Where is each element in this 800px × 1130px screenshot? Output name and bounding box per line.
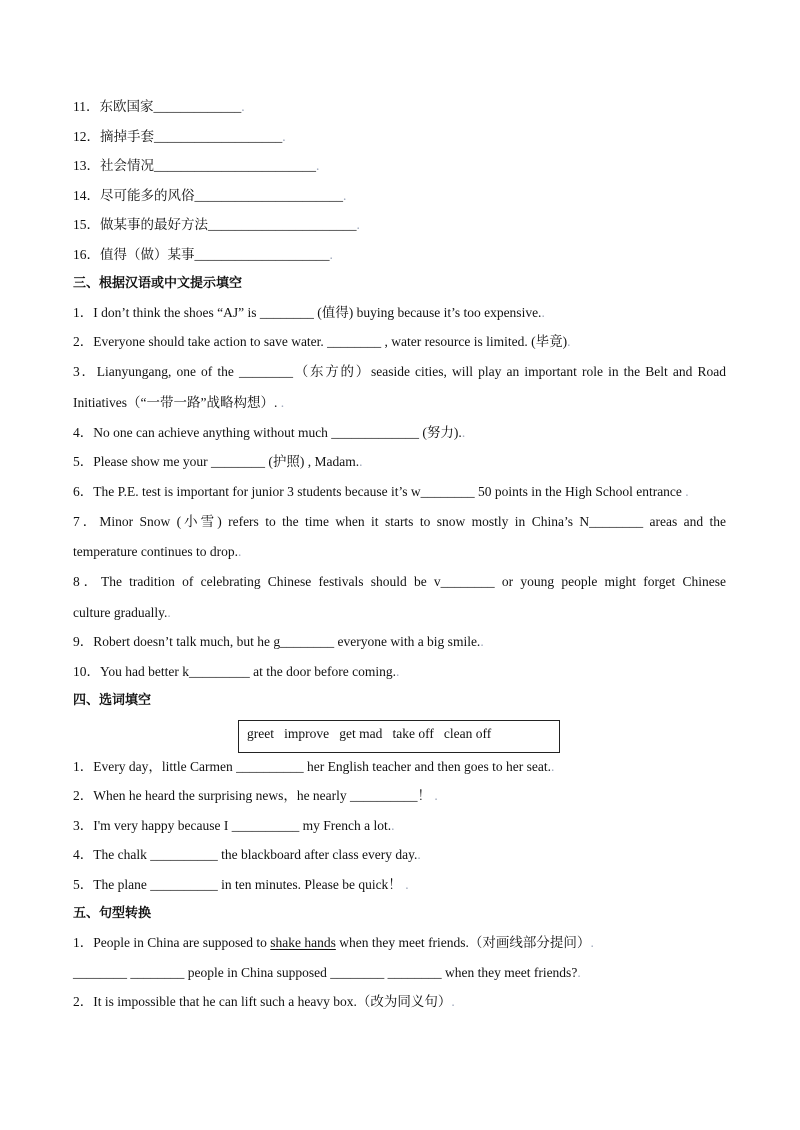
s3-item-8-line2: culture gradually.. <box>73 605 171 620</box>
phrase-item-15: 15．做某事的最好方法______________________. <box>73 217 360 232</box>
phrase-item-16: 16．值得（做）某事____________________. <box>73 247 333 262</box>
s3-item-6: 6．The P.E. test is important for junior 3 students because it’s w________ 50 points in the High School entrance . <box>73 484 689 499</box>
s3-item-10: 10．You had better k_________ at the door before coming.. <box>73 664 400 679</box>
s4-item-5: 5．The plane __________ in ten minutes. Please be quick！ . <box>73 877 409 892</box>
s3-item-7-line1: 7．Minor Snow (小雪) refers to the time when it starts to snow mostly in China’s N________ areas and the <box>73 514 727 529</box>
s3-item-7-line2: temperature continues to drop.. <box>73 544 242 559</box>
section4-title: 四、选词填空 <box>73 693 152 708</box>
section3-title: 三、根据汉语或中文提示填空 <box>73 276 243 291</box>
s5-item-2: 2．It is impossible that he can lift such a heavy box.（改为同义句）. <box>73 994 455 1009</box>
s3-item-3-line1: 3．Lianyungang, one of the ________（东方的）seaside cities, will play an important role in the Belt and Road <box>73 364 726 379</box>
s3-item-4: 4．No one can achieve anything without much _____________ (努力).. <box>73 425 466 440</box>
underlined-phrase: shake hands <box>270 935 336 950</box>
s5-item-1: 1．People in China are supposed to shake hands when they meet friends.（对画线部分提问）. <box>73 935 594 950</box>
s3-item-8-line1: 8．The tradition of celebrating Chinese festivals should be v________ or young people might forget Chinese <box>73 574 726 589</box>
phrase-item-12: 12．摘掉手套___________________. <box>73 129 286 144</box>
s3-item-2: 2．Everyone should take action to save water. ________ , water resource is limited. (毕竟). <box>73 334 571 349</box>
s4-item-1: 1．Every day，little Carmen __________ her English teacher and then goes to her seat.. <box>73 759 555 774</box>
s5-item-1-answer: ________ ________ people in China supposed ________ ________ when they meet friends?. <box>73 965 581 980</box>
phrase-item-14: 14．尽可能多的风俗______________________. <box>73 188 347 203</box>
s4-item-2: 2．When he heard the surprising news，he nearly __________！ . <box>73 788 438 803</box>
s4-item-3: 3．I'm very happy because I __________ my French a lot.. <box>73 818 395 833</box>
word-bank-box: greet improve get mad take off clean off <box>238 720 560 753</box>
s3-item-5: 5．Please show me your ________ (护照) , Madam.. <box>73 454 363 469</box>
phrase-item-13: 13．社会情况________________________. <box>73 158 320 173</box>
s3-item-3-line2: Initiatives（“一带一路”战略构想）. . <box>73 395 285 410</box>
section5-title: 五、句型转换 <box>73 906 152 921</box>
s4-item-4: 4．The chalk __________ the blackboard after class every day.. <box>73 847 421 862</box>
s3-item-9: 9．Robert doesn’t talk much, but he g________ everyone with a big smile.. <box>73 634 484 649</box>
phrase-item-11: 11．东欧国家_____________. <box>73 99 245 114</box>
s3-item-1: 1．I don’t think the shoes “AJ” is ________ (值得) buying because it’s too expensive.. <box>73 305 545 320</box>
